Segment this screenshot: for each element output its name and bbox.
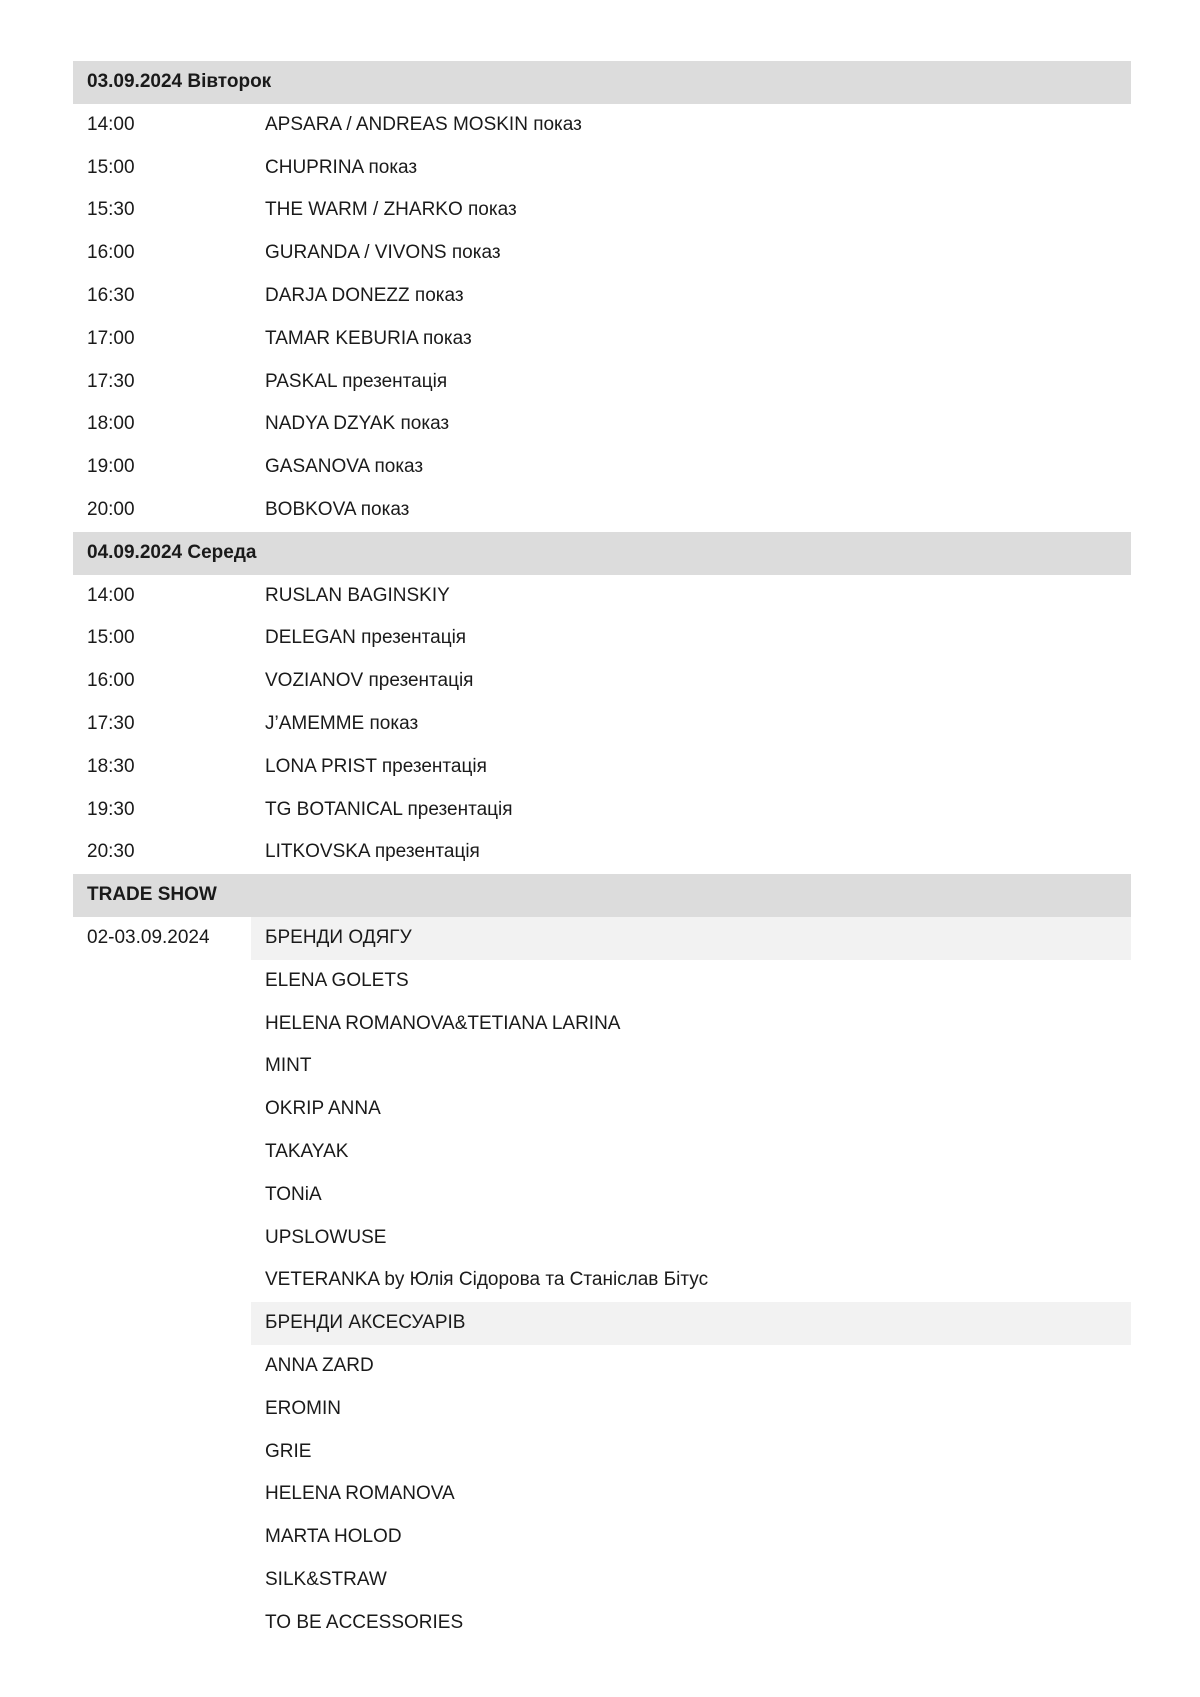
event-name: THE WARM / ZHARKO показ (265, 199, 517, 221)
brand-row (73, 1516, 1131, 1559)
event-time: 20:30 (87, 841, 135, 863)
brand-category-cell (251, 917, 1131, 960)
brand-name: HELENA ROMANOVA&TETIANA LARINA (265, 1012, 621, 1034)
brand-cell (251, 1088, 1131, 1131)
schedule-row (73, 318, 1131, 361)
trade-show-header-text: TRADE SHOW (87, 884, 217, 906)
brand-row (73, 1131, 1131, 1174)
schedule-row (73, 746, 1131, 789)
event-name: APSARA / ANDREAS MOSKIN показ (265, 113, 582, 135)
schedule-row (73, 189, 1131, 232)
brand-cell (251, 1559, 1131, 1602)
brand-name: EROMIN (265, 1397, 341, 1419)
brand-cell (251, 1602, 1131, 1645)
event-time: 17:30 (87, 712, 135, 734)
event-cell (251, 361, 1131, 404)
event-name: DELEGAN презентація (265, 627, 467, 649)
event-name: CHUPRINA показ (265, 156, 418, 178)
schedule-row (73, 789, 1131, 832)
brand-cell (251, 1217, 1131, 1260)
event-time: 15:00 (87, 156, 135, 178)
day-header (73, 532, 1131, 575)
event-name: GASANOVA показ (265, 456, 424, 478)
brand-cell (251, 1003, 1131, 1046)
brand-row (73, 1602, 1131, 1645)
brand-cell (251, 960, 1131, 1003)
event-cell (251, 275, 1131, 318)
event-cell (251, 403, 1131, 446)
event-cell (251, 489, 1131, 532)
brand-cell (251, 1388, 1131, 1431)
event-time: 14:00 (87, 113, 135, 135)
brand-row (73, 1345, 1131, 1388)
brand-name: MARTA HOLOD (265, 1526, 402, 1548)
brand-row (73, 1003, 1131, 1046)
event-cell (251, 703, 1131, 746)
schedule-row (73, 831, 1131, 874)
brand-category-title: БРЕНДИ ОДЯГУ (265, 926, 412, 948)
event-name: VOZIANOV презентація (265, 670, 474, 692)
brand-row (73, 1559, 1131, 1602)
brand-name: MINT (265, 1055, 312, 1077)
event-time: 17:30 (87, 370, 135, 392)
schedule-row (73, 275, 1131, 318)
brand-cell (251, 1131, 1131, 1174)
event-cell (251, 746, 1131, 789)
brand-row (73, 1217, 1131, 1260)
brand-name: OKRIP ANNA (265, 1098, 381, 1120)
schedule-row (73, 660, 1131, 703)
event-name: NADYA DZYAK показ (265, 413, 450, 435)
event-name: PASKAL презентація (265, 370, 448, 392)
event-time: 19:00 (87, 456, 135, 478)
event-time: 16:00 (87, 242, 135, 264)
schedule-row (73, 403, 1131, 446)
event-time: 16:00 (87, 670, 135, 692)
day-header-text: 04.09.2024 Середа (87, 541, 257, 563)
schedule-row (73, 703, 1131, 746)
brand-cell (251, 1345, 1131, 1388)
event-name: GURANDA / VIVONS показ (265, 242, 501, 264)
brand-name: UPSLOWUSE (265, 1226, 387, 1248)
event-name: DARJA DONEZZ показ (265, 284, 464, 306)
event-time: 15:30 (87, 199, 135, 221)
event-time: 14:00 (87, 584, 135, 606)
day-header (73, 61, 1131, 104)
brand-row (73, 1473, 1131, 1516)
event-name: LITKOVSKA презентація (265, 841, 480, 863)
event-cell (251, 104, 1131, 147)
brand-cell (251, 1174, 1131, 1217)
event-cell (251, 575, 1131, 618)
event-cell (251, 232, 1131, 275)
event-time: 18:30 (87, 755, 135, 777)
brand-name: TONiA (265, 1183, 322, 1205)
day-header-text: 03.09.2024 Вівторок (87, 71, 272, 92)
brand-cell (251, 1045, 1131, 1088)
schedule-table (73, 61, 1131, 1644)
schedule-row (73, 617, 1131, 660)
brand-row (73, 1045, 1131, 1088)
event-cell (251, 831, 1131, 874)
brand-name: TO BE ACCESSORIES (265, 1611, 464, 1633)
event-time: 20:00 (87, 498, 135, 520)
event-time: 19:30 (87, 798, 135, 820)
brand-cell (251, 1431, 1131, 1474)
schedule-row (73, 446, 1131, 489)
brand-name: GRIE (265, 1440, 312, 1462)
brand-name: SILK&STRAW (265, 1568, 387, 1590)
event-name: BOBKOVA показ (265, 498, 410, 520)
event-time: 15:00 (87, 627, 135, 649)
event-name: RUSLAN BAGINSKIY (265, 584, 450, 606)
event-name: TAMAR KEBURIA показ (265, 327, 472, 349)
brand-row (73, 1431, 1131, 1474)
event-cell (251, 617, 1131, 660)
event-time: 18:00 (87, 413, 135, 435)
brand-row (73, 960, 1131, 1003)
brand-name: VETERANKA by Юлія Сідорова та Станіслав Бітус (265, 1269, 709, 1291)
brand-row (73, 1088, 1131, 1131)
event-cell (251, 789, 1131, 832)
brand-name: ELENA GOLETS (265, 969, 409, 991)
brand-row (73, 1259, 1131, 1302)
brand-name: ANNA ZARD (265, 1354, 374, 1376)
event-cell (251, 318, 1131, 361)
event-name: LONA PRIST презентація (265, 755, 487, 777)
schedule-row (73, 147, 1131, 190)
event-cell (251, 189, 1131, 232)
brand-category-title: БРЕНДИ АКСЕСУАРІВ (265, 1312, 466, 1334)
schedule-row (73, 575, 1131, 618)
event-cell (251, 660, 1131, 703)
event-cell (251, 147, 1131, 190)
brand-name: HELENA ROMANOVA (265, 1483, 455, 1505)
brand-name: TAKAYAK (265, 1140, 349, 1162)
brand-cell (251, 1516, 1131, 1559)
event-time: 17:00 (87, 327, 135, 349)
event-cell (251, 446, 1131, 489)
brand-category-cell (251, 1302, 1131, 1345)
brand-cell (251, 1473, 1131, 1516)
schedule-row (73, 361, 1131, 404)
brand-category-row (73, 917, 1131, 960)
event-name: J’AMEMME показ (265, 712, 419, 734)
event-time: 16:30 (87, 284, 135, 306)
brand-row (73, 1388, 1131, 1431)
trade-show-header (73, 874, 1131, 917)
event-name: TG BOTANICAL презентація (265, 798, 513, 820)
brand-cell (251, 1259, 1131, 1302)
schedule-row (73, 489, 1131, 532)
schedule-row (73, 104, 1131, 147)
schedule-row (73, 232, 1131, 275)
brand-category-row (73, 1302, 1131, 1345)
brand-row (73, 1174, 1131, 1217)
trade-show-dates: 02-03.09.2024 (87, 926, 210, 948)
